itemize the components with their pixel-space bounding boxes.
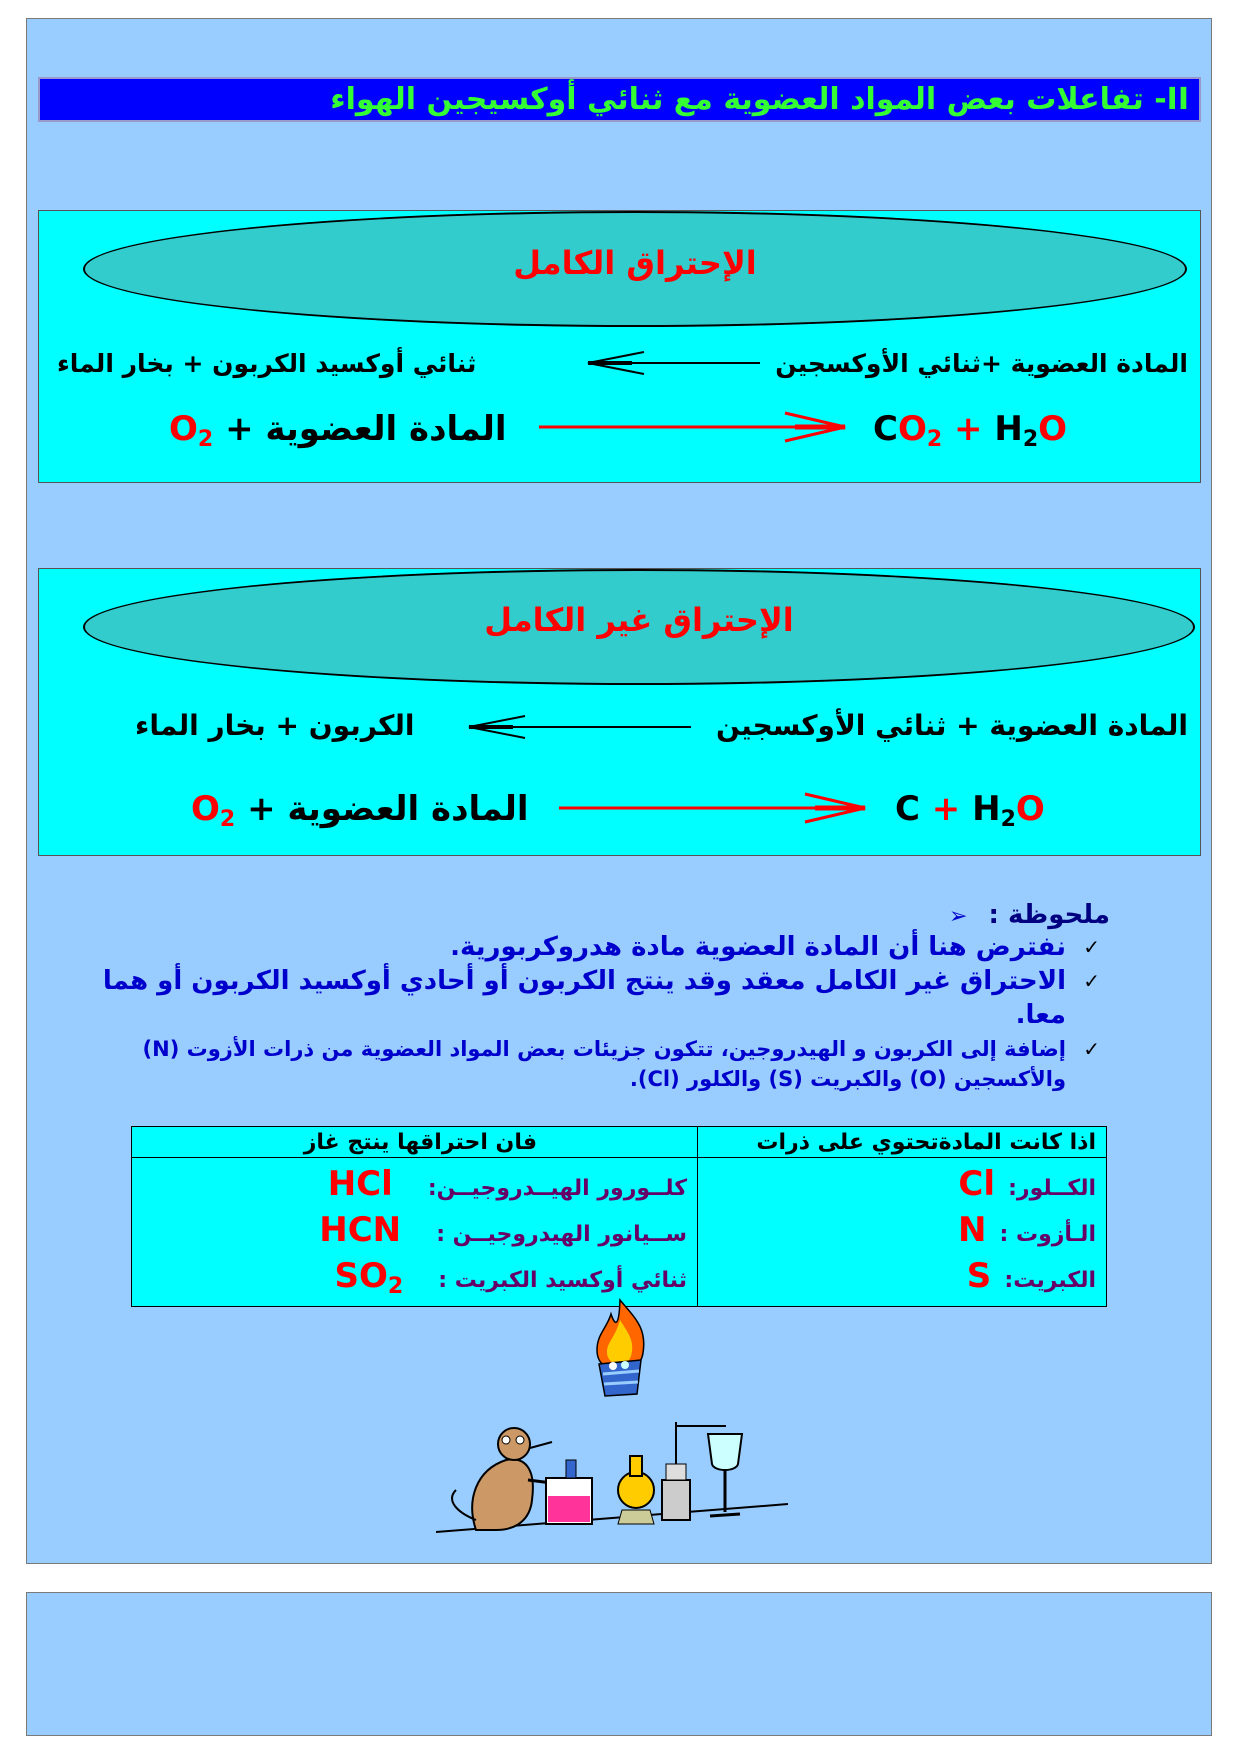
hydrogen-symbol: H xyxy=(994,409,1023,449)
plus-sign: + xyxy=(931,789,961,829)
section-title xyxy=(38,77,1201,122)
gas-formula-text: HCN xyxy=(319,1210,402,1250)
gas-label: ثنائي أوكسيد الكبريت : xyxy=(438,1268,687,1293)
oxygen-formula xyxy=(169,409,214,452)
oxygen-formula xyxy=(191,789,236,832)
complete-chem-products xyxy=(873,409,1067,452)
check-icon: ✓ xyxy=(1083,1037,1100,1061)
atom-symbol: N xyxy=(957,1210,987,1250)
gas-row xyxy=(142,1210,687,1256)
section-title-text: II- تفاعلات بعض المواد العضوية مع ثنائي أوكسيجين الهواء xyxy=(330,82,1189,117)
note-item-3 xyxy=(60,1034,1100,1094)
incomplete-combustion-heading xyxy=(83,569,1195,685)
incomplete-word-reactants: المادة العضوية + ثنائي الأوكسجين xyxy=(715,709,1188,742)
incomplete-chem-reactants xyxy=(191,789,529,832)
h2o-oxygen: O xyxy=(1038,409,1068,449)
next-page-background xyxy=(26,1592,1212,1736)
header-gases xyxy=(132,1127,698,1158)
gas-formula-sub: 2 xyxy=(387,1274,404,1299)
reactant-label: المادة العضوية + xyxy=(225,409,507,449)
atom-row xyxy=(708,1210,1096,1256)
h2o-subscript: 2 xyxy=(1022,427,1039,452)
gas-formula xyxy=(335,1256,404,1299)
complete-word-reactants: المادة العضوية +ثنائي الأوكسجين xyxy=(775,349,1188,378)
atoms-cell xyxy=(698,1158,1107,1307)
incomplete-combustion-heading-text: الإحتراق غير الكامل xyxy=(484,601,794,639)
atom-row xyxy=(708,1164,1096,1210)
check-icon: ✓ xyxy=(1083,969,1100,993)
complete-word-arrow xyxy=(582,347,762,377)
complete-combustion-heading-text: الإحتراق الكامل xyxy=(513,244,757,282)
note-heading xyxy=(949,900,1110,930)
gas-table-header xyxy=(132,1127,1107,1158)
hydrogen-symbol: H xyxy=(972,789,1001,829)
header-gases-text: فان احتراقها ينتج غاز xyxy=(303,1129,537,1155)
co2-oxygen: O xyxy=(897,409,927,449)
note-list xyxy=(60,930,1100,1094)
incomplete-chem-products xyxy=(895,789,1045,832)
oxygen-subscript: 2 xyxy=(197,427,214,452)
complete-combustion-box xyxy=(38,210,1201,483)
co2-subscript: 2 xyxy=(926,427,943,452)
oxygen-symbol: O xyxy=(191,789,220,829)
carbon-symbol: C xyxy=(895,789,920,829)
gases-cell xyxy=(132,1158,698,1307)
h2o-oxygen: O xyxy=(1015,789,1045,829)
note-item-2-text: الاحتراق غير الكامل معقد وقد ينتج الكربون أو أحادي أوكسيد الكربون أو هما معا. xyxy=(102,966,1066,1030)
incomplete-word-arrow xyxy=(463,711,693,741)
atom-symbol: Cl xyxy=(958,1164,996,1204)
atom-label: الكبريت: xyxy=(1004,1268,1096,1293)
atom-symbol: S xyxy=(966,1256,992,1296)
oxygen-subscript: 2 xyxy=(219,807,236,832)
gas-row xyxy=(142,1256,687,1302)
note-item-2 xyxy=(60,964,1100,1032)
carbon-symbol: C xyxy=(873,409,898,449)
burning-basket-icon xyxy=(585,1298,655,1402)
h2o-subscript: 2 xyxy=(1000,807,1016,832)
check-icon: ✓ xyxy=(1083,935,1100,959)
gas-row xyxy=(142,1164,687,1210)
incomplete-chem-arrow xyxy=(555,788,875,828)
incomplete-combustion-box xyxy=(38,568,1201,856)
gas-formula-text: HCl xyxy=(327,1164,393,1204)
incomplete-word-products: الكربون + بخار الماء xyxy=(135,709,415,742)
note-item-1-text: نفترض هنا أن المادة العضوية مادة هدروكربورية. xyxy=(450,932,1066,962)
atom-row xyxy=(708,1256,1096,1302)
gas-table xyxy=(131,1126,1107,1307)
gas-table-body xyxy=(132,1158,1107,1307)
complete-chem-reactants xyxy=(169,409,507,452)
note-item-1 xyxy=(60,930,1100,964)
gas-formula-text: SO xyxy=(334,1256,388,1296)
gas-label: ســيانور الهيدروجيــن : xyxy=(436,1222,687,1247)
arrow-bullet-icon: ➢ xyxy=(949,904,968,929)
note-heading-text: ملحوظة : xyxy=(988,900,1110,930)
complete-combustion-heading xyxy=(83,211,1187,327)
atom-label: الكــلور: xyxy=(1008,1176,1096,1201)
gas-formula xyxy=(319,1210,401,1253)
plus-sign: + xyxy=(954,409,983,449)
lab-rat-experiment-icon xyxy=(436,1420,788,1536)
gas-formula xyxy=(328,1164,393,1207)
atom-label: الـأزوت : xyxy=(999,1222,1096,1247)
note-item-3-text: إضافة إلى الكربون و الهيدروجين، تتكون جزيئات بعض المواد العضوية من ذرات الأزوت (N) والأكسجين (O) والكبريت (S) والكلور (Cl). xyxy=(142,1037,1066,1091)
oxygen-symbol: O xyxy=(169,409,198,449)
gas-label: كلــورور الهيــدروجيــن: xyxy=(427,1176,687,1201)
header-atoms: اذا كانت المادةتحتوي على ذرات xyxy=(698,1127,1107,1158)
reactant-label: المادة العضوية + xyxy=(247,789,529,829)
complete-word-products: ثنائي أوكسيد الكربون + بخار الماء xyxy=(57,349,477,378)
complete-chem-arrow xyxy=(535,407,855,447)
